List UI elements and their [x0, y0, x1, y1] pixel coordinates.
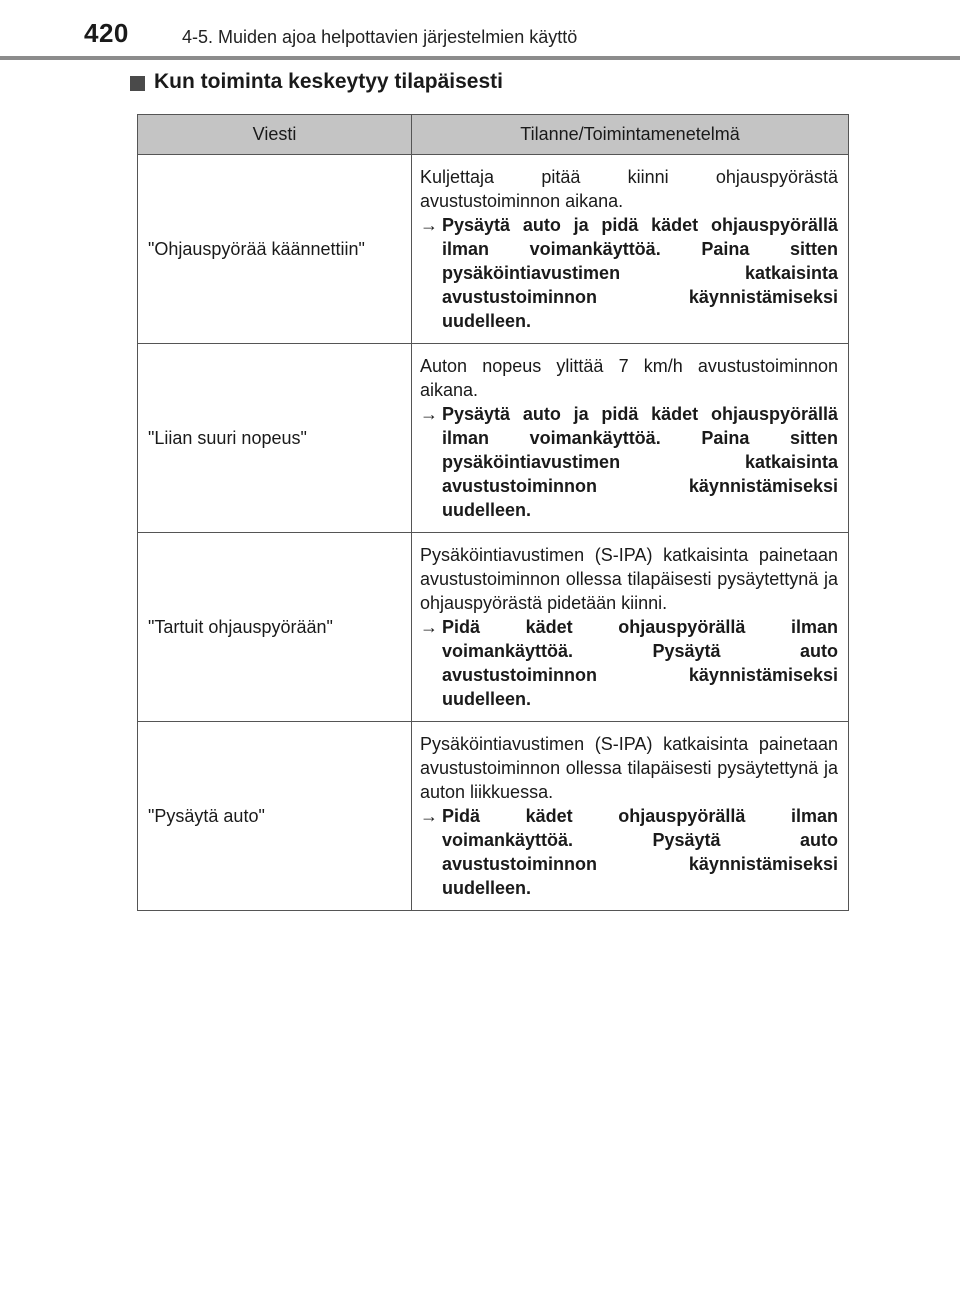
action-line [420, 402, 838, 522]
arrow-icon: → [420, 404, 438, 424]
message-table [137, 114, 849, 911]
message-cell: "Tartuit ohjauspyörään" [138, 533, 412, 722]
action-text: Pysäytä auto ja pidä kädet ohjauspyörällä ilman voimankäyttöä. Paina sitten pysäköintiavustimen katkaisinta avustustoiminnon käynnistämiseksi uudelleen. [442, 404, 838, 520]
message-cell: "Ohjauspyörää käännettiin" [138, 155, 412, 344]
situation-text: Pysäköintiavustimen (S-IPA) katkaisinta painetaan avustustoiminnon ollessa tilapäisesti pysäytettynä ja ohjauspyörästä pidetään kiinni. [420, 545, 838, 613]
situation-text: Pysäköintiavustimen (S-IPA) katkaisinta painetaan avustustoiminnon ollessa tilapäisesti pysäytettynä ja auton liikkuessa. [420, 734, 838, 802]
square-bullet-icon [130, 76, 145, 91]
page-header [0, 0, 960, 60]
description-cell [412, 344, 849, 533]
action-text: Pidä kädet ohjauspyörällä ilman voimankäyttöä. Pysäytä auto avustustoiminnon käynnistämiseksi uudelleen. [442, 617, 838, 709]
description-cell [412, 533, 849, 722]
table-row [138, 722, 849, 911]
arrow-icon: → [420, 806, 438, 826]
action-text: Pidä kädet ohjauspyörällä ilman voimankäyttöä. Pysäytä auto avustustoiminnon käynnistämiseksi uudelleen. [442, 806, 838, 898]
page-number: 420 [84, 18, 129, 48]
chapter-title: 4-5. Muiden ajoa helpottavien järjestelmien käyttö [182, 27, 578, 47]
situation-text: Kuljettaja pitää kiinni ohjauspyörästä avustustoiminnon aikana. [420, 167, 838, 211]
table-header-row [138, 115, 849, 155]
table-row [138, 344, 849, 533]
message-cell: "Liian suuri nopeus" [138, 344, 412, 533]
action-line [420, 213, 838, 333]
action-line [420, 804, 838, 900]
description-cell [412, 155, 849, 344]
arrow-icon: → [420, 215, 438, 235]
description-cell [412, 722, 849, 911]
section-title: Kun toiminta keskeytyy tilapäisesti [154, 70, 503, 93]
action-text: Pysäytä auto ja pidä kädet ohjauspyörällä ilman voimankäyttöä. Paina sitten pysäköintiavustimen katkaisinta avustustoiminnon käynnistämiseksi uudelleen. [442, 215, 838, 331]
message-cell: "Pysäytä auto" [138, 722, 412, 911]
table-row [138, 533, 849, 722]
action-line [420, 615, 838, 711]
section-heading [130, 70, 503, 94]
header-rule [0, 56, 960, 60]
table-row [138, 155, 849, 344]
arrow-icon: → [420, 617, 438, 637]
column-header-message: Viesti [138, 115, 412, 155]
column-header-situation: Tilanne/Toimintamenetelmä [412, 115, 849, 155]
situation-text: Auton nopeus ylittää 7 km/h avustustoiminnon aikana. [420, 356, 838, 400]
